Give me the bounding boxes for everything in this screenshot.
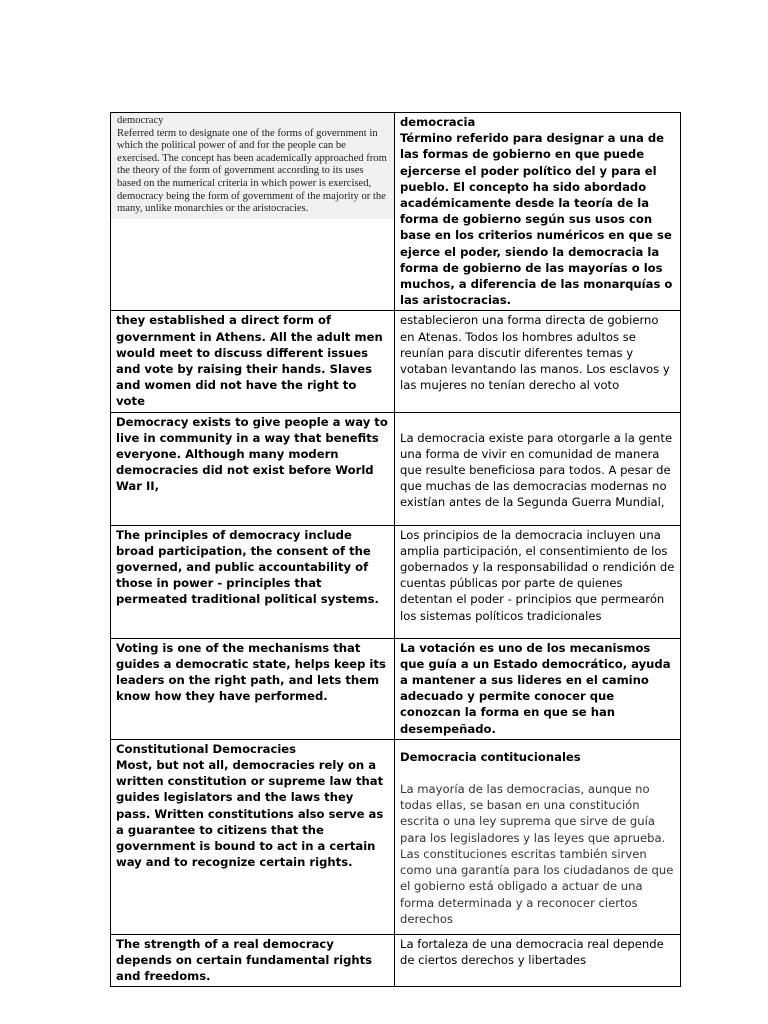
english-title: Constitutional Democracies: [116, 741, 297, 756]
english-cell: [111, 412, 395, 525]
spanish-text: Término referido para designar a una de las formas de gobierno en que puede ejercerse el poder político del y para el pueblo. El concepto ha sido abordado académicamente desde la teoría de la forma de gobierno según sus usos con base en los criterios numéricos en que se ejerce el poder, siendo la democracia la forma de gobierno de las mayorías o los muchos, a diferencia de las monarquías o las aristocracias.: [400, 131, 673, 308]
table-row: [111, 739, 681, 934]
spanish-cell: [395, 638, 681, 739]
spanish-text: Los principios de la democracia incluyen una amplia participación, el consentimiento de los gobernados y la responsabilidad o rendición de cuentas públicas por parte de quienes detentan el poder - principios que permearón los sistemas políticos tradicionales: [400, 527, 675, 623]
spacer: [400, 765, 675, 781]
spanish-text: La votación es uno de los mecanismos que guía a un Estado democrático, ayuda a mantener a sus lideres en el camino adecuado y permite conocer que conozcan la forma en que se han desempeñado.: [400, 640, 671, 736]
spanish-text: La democracia existe para otorgarle a la gente una forma de vivir en comunidad de manera que resulte beneficiosa para todos. A pesar de que muchas de las democracias modernas no existían antes de la Segunda Guerra Mundial,: [400, 430, 673, 510]
spanish-cell: [395, 934, 681, 987]
english-cell: [111, 311, 395, 412]
spanish-cell: [395, 113, 681, 311]
spacer: [400, 741, 675, 749]
spanish-cell: [395, 412, 681, 525]
english-text: democracy Referred term to designate one of the forms of government in which the political power of and for the people can be exercised. The concept has been academically approached from the theory of the form of government according to its uses based on the numerical criteria in which power is exercised, democracy being the form of government of the majority or the many, unlike monarchies or the aristocracies.: [111, 113, 394, 219]
english-text: The strength of a real democracy depends on certain fundamental rights and freedoms.: [116, 936, 373, 984]
spanish-text: establecieron una forma directa de gobierno en Atenas. Todos los hombres adultos se reunían para discutir diferentes temas y votaban levantando las manos. Los esclavos y las mujeres no tenían derecho al voto: [400, 313, 670, 393]
table-row: [111, 934, 681, 987]
spanish-cell: [395, 525, 681, 638]
english-text: Most, but not all, democracies rely on a written constitution or supreme law that guides legislators and the laws they pass. Written constitutions also serve as a guarantee to citizens that the government is bound to act in a certain way and to recognize certain rights.: [116, 758, 384, 870]
english-text: The principles of democracy include broad participation, the consent of the governed, and public accountability of those in power - principles that permeated traditional political systems.: [116, 527, 379, 607]
spanish-text: La mayoría de las democracias, aunque no todas ellas, se basan en una constitución escrita o una ley suprema que sirve de guía para los legisladores y las leyes que aprueba. Las constituciones escritas también sirven como una garantía para los ciudadanos de que el gobierno está obligado a actuar de una forma determinada y a reconocer ciertos derechos: [400, 782, 674, 926]
spanish-title: democracia: [400, 115, 476, 129]
spacer: [400, 414, 675, 430]
english-cell: [111, 638, 395, 739]
table-row: [111, 113, 681, 311]
table-row: [111, 525, 681, 638]
english-cell: [111, 113, 395, 311]
english-cell: [111, 934, 395, 987]
english-text: Voting is one of the mechanisms that guides a democratic state, helps keep its leaders on the right path, and lets them know how they have performed.: [116, 640, 386, 704]
english-text: Democracy exists to give people a way to live in community in a way that benefits everyone. Although many modern democracies did not exist before World War II,: [116, 414, 388, 494]
spanish-title: Democracia contitucionales: [400, 749, 581, 764]
spanish-text: La fortaleza de una democracia real depende de ciertos derechos y libertades: [400, 936, 664, 968]
table-row: [111, 638, 681, 739]
english-cell: [111, 739, 395, 934]
english-cell: [111, 525, 395, 638]
spanish-cell: [395, 739, 681, 934]
table-row: [111, 412, 681, 525]
table-row: [111, 311, 681, 412]
translation-table: [110, 112, 681, 987]
spanish-cell: [395, 311, 681, 412]
english-text: they established a direct form of government in Athens. All the adult men would meet to discuss different issues and vote by raising their hands. Slaves and women did not have the right to vote: [116, 313, 383, 409]
